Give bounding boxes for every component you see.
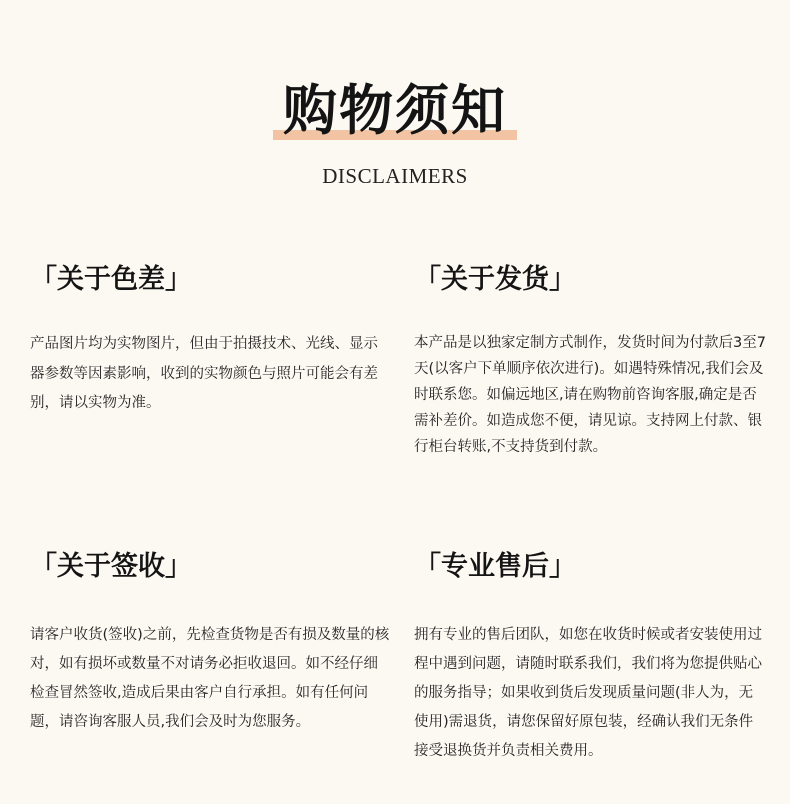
section-title-signing: 「关于签收」: [30, 551, 192, 582]
section-signing: [30, 550, 390, 737]
page-title: 购物须知: [283, 78, 507, 142]
section-body-after-sales: 拥有专业的售后团队，如您在收货时候或者安装使用过程中遇到问题，请随时联系我们，我们将为您提供贴心的服务指导；如果收到货后发现质量问题(非人为，无使用)需退货，请您保留好原包装，经确认我们无条件接受退换货并负责相关费用。: [414, 627, 762, 759]
section-body-color-difference: 产品图片均为实物图片，但由于拍摄技术、光线、显示器参数等因素影响，收到的实物颜色与照片可能会有差别，请以实物为准。: [30, 336, 378, 411]
page-subtitle: DISCLAIMERS: [322, 164, 468, 188]
section-after-sales: [414, 550, 769, 766]
section-title-color-difference: 「关于色差」: [30, 264, 192, 295]
section-body-shipping: 本产品是以独家定制方式制作，发货时间为付款后3至7天(以客户下单顺序依次进行)。如遇特殊情况,我们会及时联系您。如偏远地区,请在购物前咨询客服,确定是否需补差价。如造成您不便，请见谅。支持网上付款、银行柜台转账,不支持货到付款。: [414, 335, 766, 455]
section-shipping: [414, 263, 769, 460]
title-wrap: [283, 78, 507, 142]
section-title-shipping: 「关于发货」: [414, 264, 576, 295]
page-header: [0, 78, 790, 189]
section-body-signing: 请客户收货(签收)之前，先检查货物是否有损及数量的核对，如有损坏或数量不对请务必拒收退回。如不经仔细检查冒然签收,造成后果由客户自行承担。如有任何问题，请咨询客服人员,我们会及时为您服务。: [30, 627, 390, 730]
section-title-after-sales: 「专业售后」: [414, 551, 576, 582]
section-color-difference: [30, 263, 385, 419]
